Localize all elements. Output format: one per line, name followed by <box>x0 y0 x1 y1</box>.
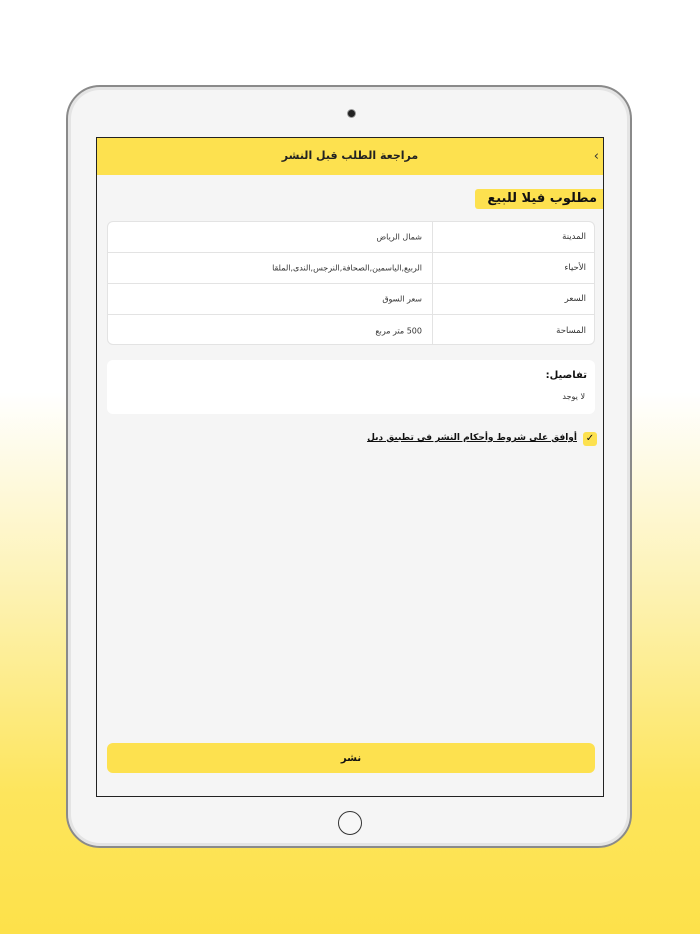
details-title: تفاصيل: <box>545 370 587 381</box>
chevron-left-icon[interactable]: ‹ <box>593 149 599 164</box>
column-divider <box>432 253 433 283</box>
table-row <box>108 253 594 284</box>
table-row <box>108 315 594 345</box>
page-title: مراجعة الطلب قبل النشر <box>281 149 419 162</box>
terms-link[interactable]: أوافق على شروط وأحكام النشر في تطبيق ديل <box>367 433 577 443</box>
table-row <box>108 284 594 315</box>
row-value: 500 متر مربع <box>375 326 422 335</box>
listing-heading: مطلوب فيلا للبيع <box>475 189 603 209</box>
row-label: الأحياء <box>564 263 586 273</box>
publish-button[interactable]: نشر <box>107 743 595 773</box>
row-label: المساحة <box>556 325 586 336</box>
table-row <box>108 222 594 253</box>
home-button <box>338 811 362 835</box>
terms-agreement <box>367 432 597 448</box>
row-label: المدينة <box>562 232 586 242</box>
row-value: سعر السوق <box>382 294 422 304</box>
ipad-frame <box>66 85 632 848</box>
column-divider <box>432 222 433 252</box>
column-divider <box>432 284 433 314</box>
row-label: السعر <box>564 294 586 304</box>
details-card <box>107 360 595 414</box>
column-divider <box>432 315 433 345</box>
row-value: الربيع,الياسمين,الصحافة,النرجس,الندى,الملقا <box>272 263 422 273</box>
camera-dot <box>348 110 355 117</box>
row-value: شمال الرياض <box>376 232 422 242</box>
details-text: لا يوجد <box>562 392 585 401</box>
info-table <box>107 221 595 345</box>
app-screen <box>96 137 604 797</box>
checkbox-check-icon[interactable]: ✓ <box>583 432 597 446</box>
nav-bar <box>97 138 603 175</box>
